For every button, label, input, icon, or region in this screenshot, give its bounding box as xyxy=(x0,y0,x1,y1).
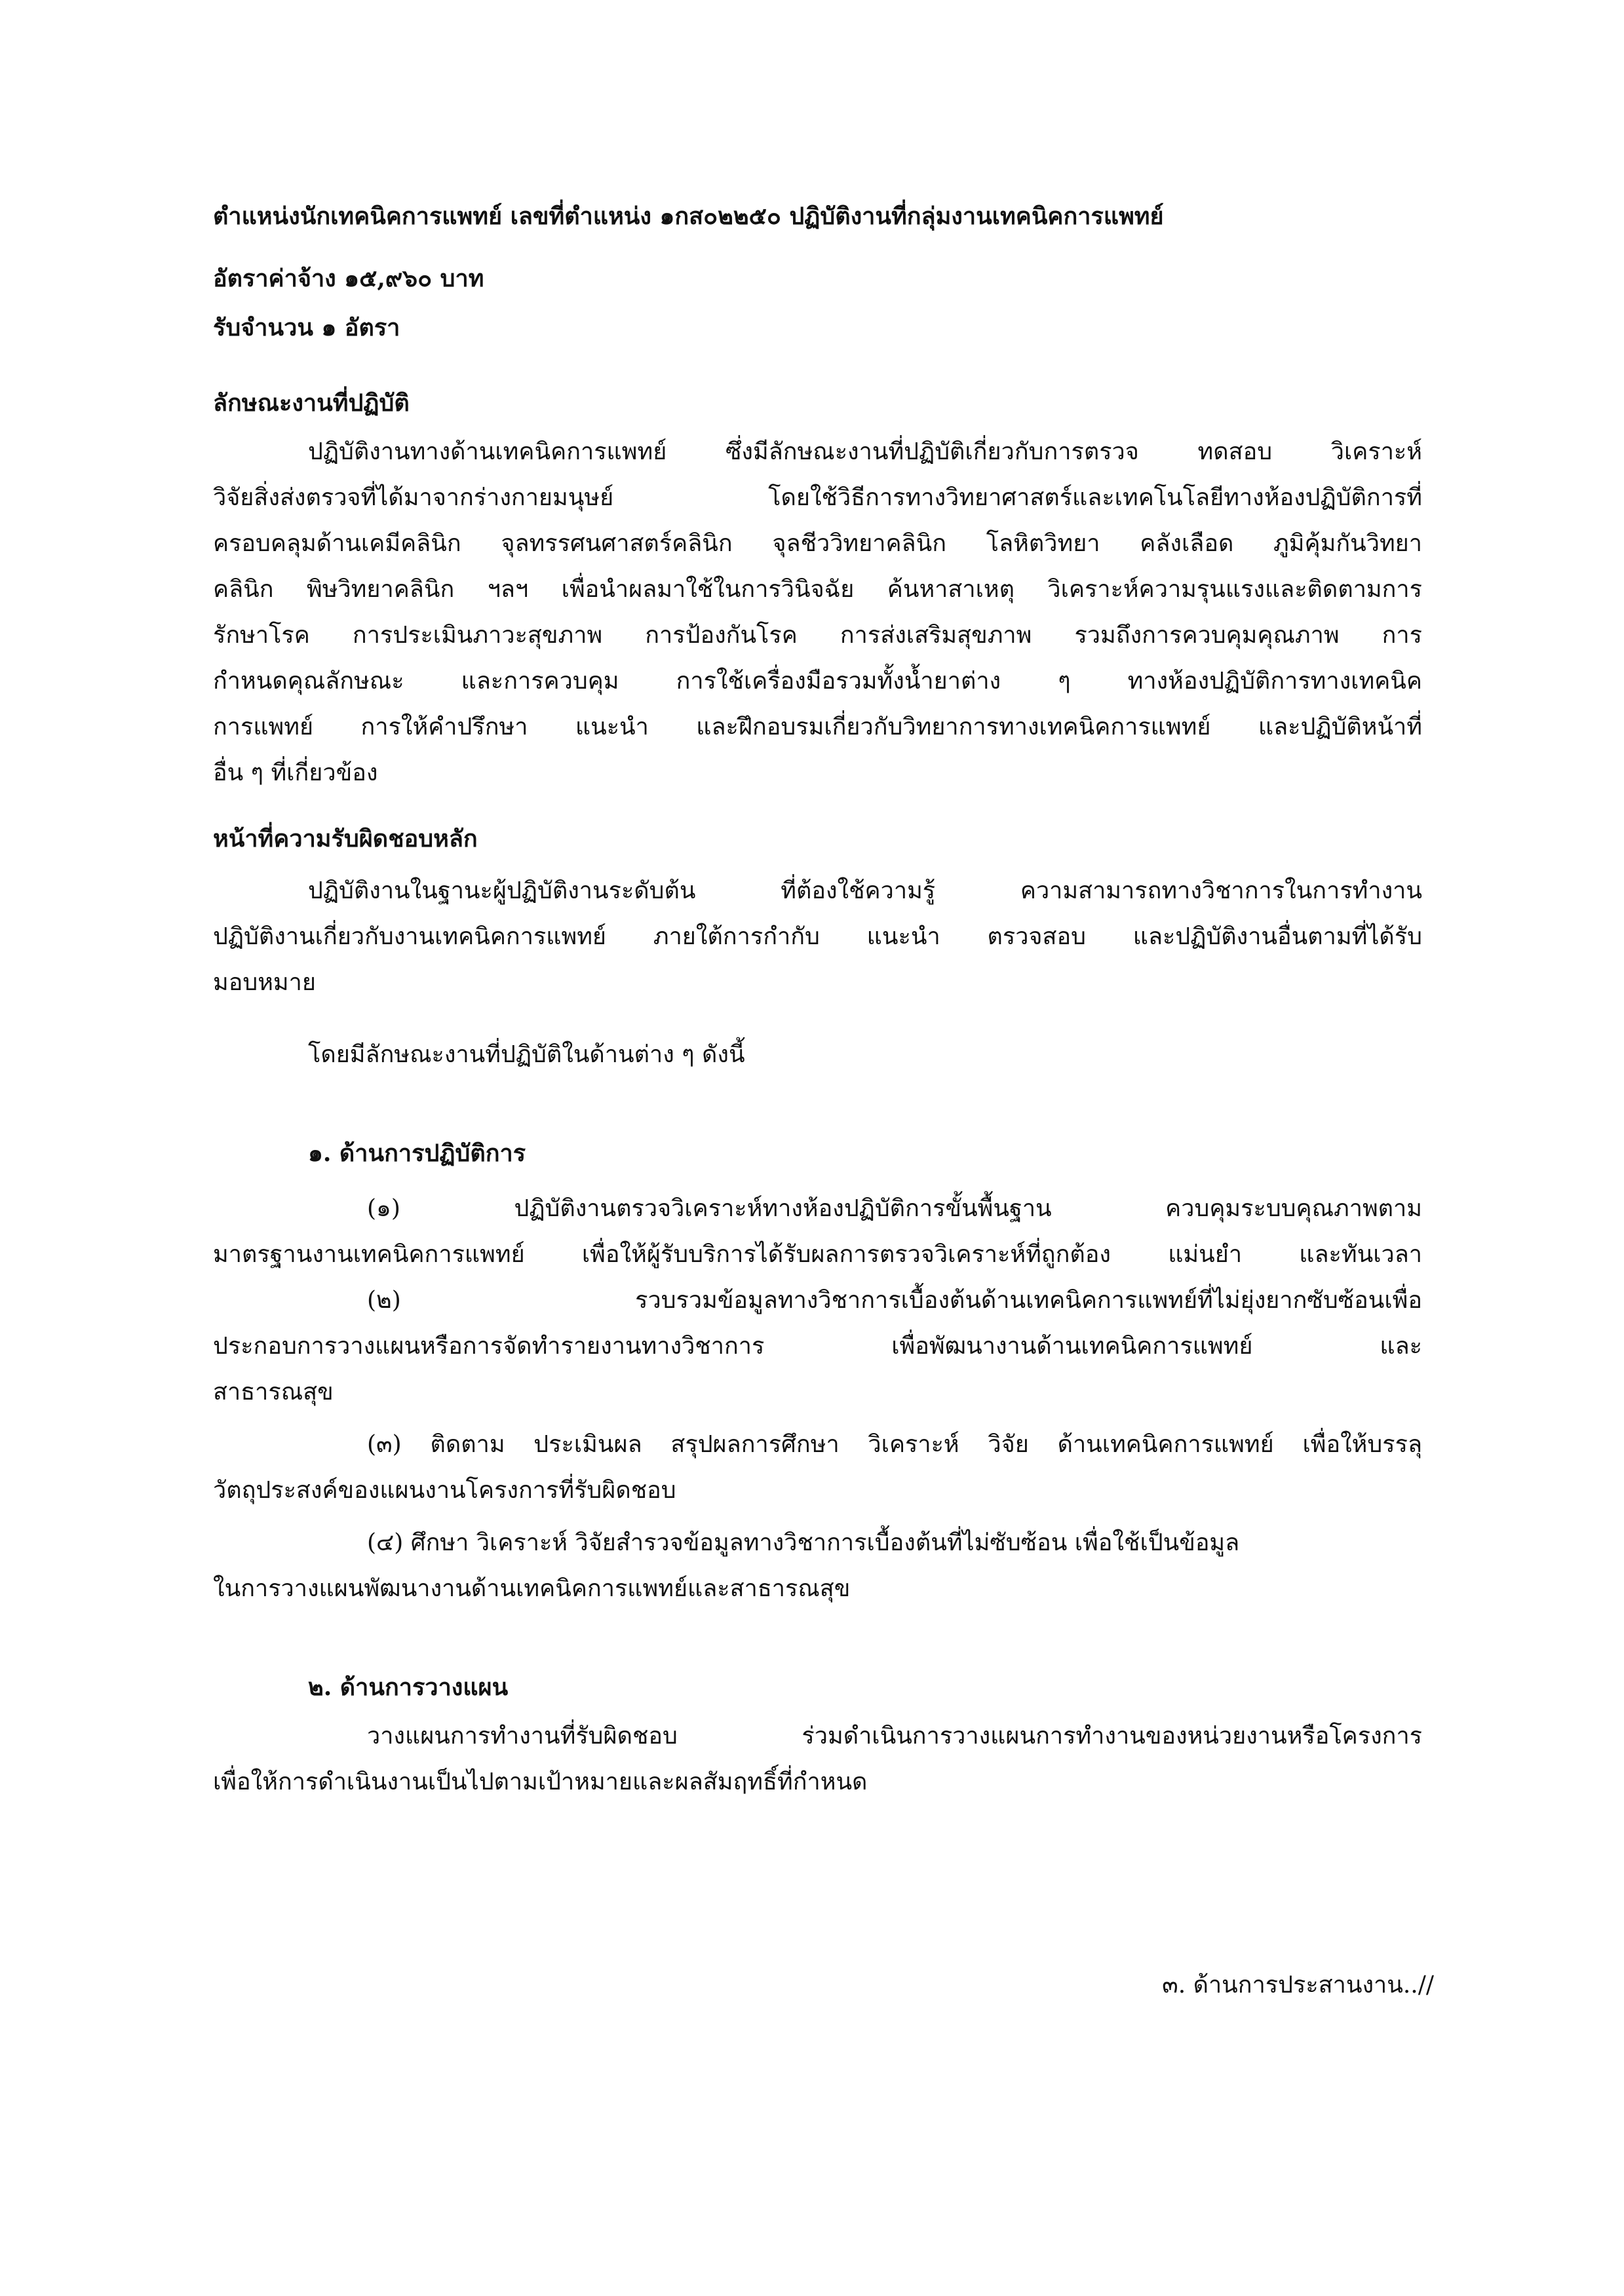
paragraph-line: เพื่อให้การดำเนินงานเป็นไปตามเป้าหมายและผลสัมฤทธิ์ที่กำหนด xyxy=(213,1769,868,1795)
subsection-heading-operations: ๑. ด้านการปฏิบัติการ xyxy=(308,1139,526,1167)
list-item-continuation: มาตรฐานงานเทคนิคการแพทย์ เพื่อให้ผู้รับบริการได้รับผลการตรวจวิเคราะห์ที่ถูกต้อง แม่นยำ และทันเวลา xyxy=(213,1241,1422,1268)
list-item: (๓) ติดตาม ประเมินผล สรุปผลการศึกษา วิเคราะห์ วิจัย ด้านเทคนิคการแพทย์ เพื่อให้บรรลุ xyxy=(367,1431,1422,1458)
paragraph-line: กำหนดคุณลักษณะ และการควบคุม การใช้เครื่องมือรวมทั้งน้ำยาต่าง ๆ ทางห้องปฏิบัติการทางเทคนิค xyxy=(213,668,1422,695)
paragraph-line: ปฏิบัติงานทางด้านเทคนิคการแพทย์ ซึ่งมีลักษณะงานที่ปฏิบัติเกี่ยวกับการตรวจ ทดสอบ วิเคราะห์ xyxy=(308,438,1422,465)
paragraph-line: มอบหมาย xyxy=(213,969,316,996)
list-item-continuation: วัตถุประสงค์ของแผนงานโครงการที่รับผิดชอบ xyxy=(213,1477,676,1504)
paragraph-line: คลินิก พิษวิทยาคลินิก ฯลฯ เพื่อนำผลมาใช้ในการวินิจฉัย ค้นหาสาเหตุ วิเคราะห์ความรุนแรงและติดตามการ xyxy=(213,576,1422,603)
list-item: (๑) ปฏิบัติงานตรวจวิเคราะห์ทางห้องปฏิบัติการขั้นพื้นฐาน ควบคุมระบบคุณภาพตาม xyxy=(367,1195,1422,1222)
paragraph-line: อื่น ๆ ที่เกี่ยวข้อง xyxy=(213,759,378,786)
paragraph-line: ปฏิบัติงานในฐานะผู้ปฏิบัติงานระดับต้น ที่ต้องใช้ความรู้ ความสามารถทางวิชาการในการทำงาน xyxy=(308,877,1422,904)
section-heading-duties: หน้าที่ความรับผิดชอบหลัก xyxy=(213,825,478,852)
position-count-line: รับจำนวน ๑ อัตรา xyxy=(213,314,400,341)
list-item: (๒) รวบรวมข้อมูลทางวิชาการเบื้องต้นด้านเทคนิคการแพทย์ที่ไม่ยุ่งยากซับซ้อนเพื่อ xyxy=(367,1287,1422,1314)
position-title-line: ตำแหน่งนักเทคนิคการแพทย์ เลขที่ตำแหน่ง ๑กส๐๒๒๕๐ ปฏิบัติงานที่กลุ่มงานเทคนิคการแพทย์ xyxy=(213,202,1164,230)
subsection-heading-planning: ๒. ด้านการวางแผน xyxy=(308,1674,509,1701)
list-item: (๔) ศึกษา วิเคราะห์ วิจัยสำรวจข้อมูลทางวิชาการเบื้องต้นที่ไม่ซับซ้อน เพื่อใช้เป็นข้อมูล xyxy=(367,1529,1240,1556)
section-heading-nature: ลักษณะงานที่ปฏิบัติ xyxy=(213,389,410,417)
paragraph-line: วางแผนการทำงานที่รับผิดชอบ ร่วมดำเนินการวางแผนการทำงานของหน่วยงานหรือโครงการ xyxy=(367,1723,1422,1750)
paragraph-line: วิจัยสิ่งส่งตรวจที่ได้มาจากร่างกายมนุษย์ โดยใช้วิธีการทางวิทยาศาสตร์และเทคโนโลยีทางห้องปฏิบัติการที่ xyxy=(213,484,1422,511)
page-continuation: ๓. ด้านการประสานงาน..// xyxy=(1162,1972,1434,1999)
list-item-continuation: สาธารณสุข xyxy=(213,1379,334,1406)
list-item-continuation: ในการวางแผนพัฒนางานด้านเทคนิคการแพทย์และสาธารณสุข xyxy=(213,1575,851,1602)
list-item-continuation: ประกอบการวางแผนหรือการจัดทำรายงานทางวิชาการ เพื่อพัฒนางานด้านเทคนิคการแพทย์ และ xyxy=(213,1333,1422,1360)
paragraph-line: รักษาโรค การประเมินภาวะสุขภาพ การป้องกันโรค การส่งเสริมสุขภาพ รวมถึงการควบคุมคุณภาพ การ xyxy=(213,622,1422,649)
paragraph-line: ครอบคลุมด้านเคมีคลินิก จุลทรรศนศาสตร์คลินิก จุลชีววิทยาคลินิก โลหิตวิทยา คลังเลือด ภูมิคุ้มกันวิทยา xyxy=(213,530,1422,557)
wage-line: อัตราค่าจ้าง ๑๕,๙๖๐ บาท xyxy=(213,265,484,292)
paragraph-line: ปฏิบัติงานเกี่ยวกับงานเทคนิคการแพทย์ ภายใต้การกำกับ แนะนำ ตรวจสอบ และปฏิบัติงานอื่นตามที่ได้รับ xyxy=(213,923,1422,950)
paragraph-line: การแพทย์ การให้คำปรึกษา แนะนำ และฝึกอบรมเกี่ยวกับวิทยาการทางเทคนิคการแพทย์ และปฏิบัติหน้าที่ xyxy=(213,714,1422,740)
duties-intro: โดยมีลักษณะงานที่ปฏิบัติในด้านต่าง ๆ ดังนี้ xyxy=(308,1041,745,1068)
